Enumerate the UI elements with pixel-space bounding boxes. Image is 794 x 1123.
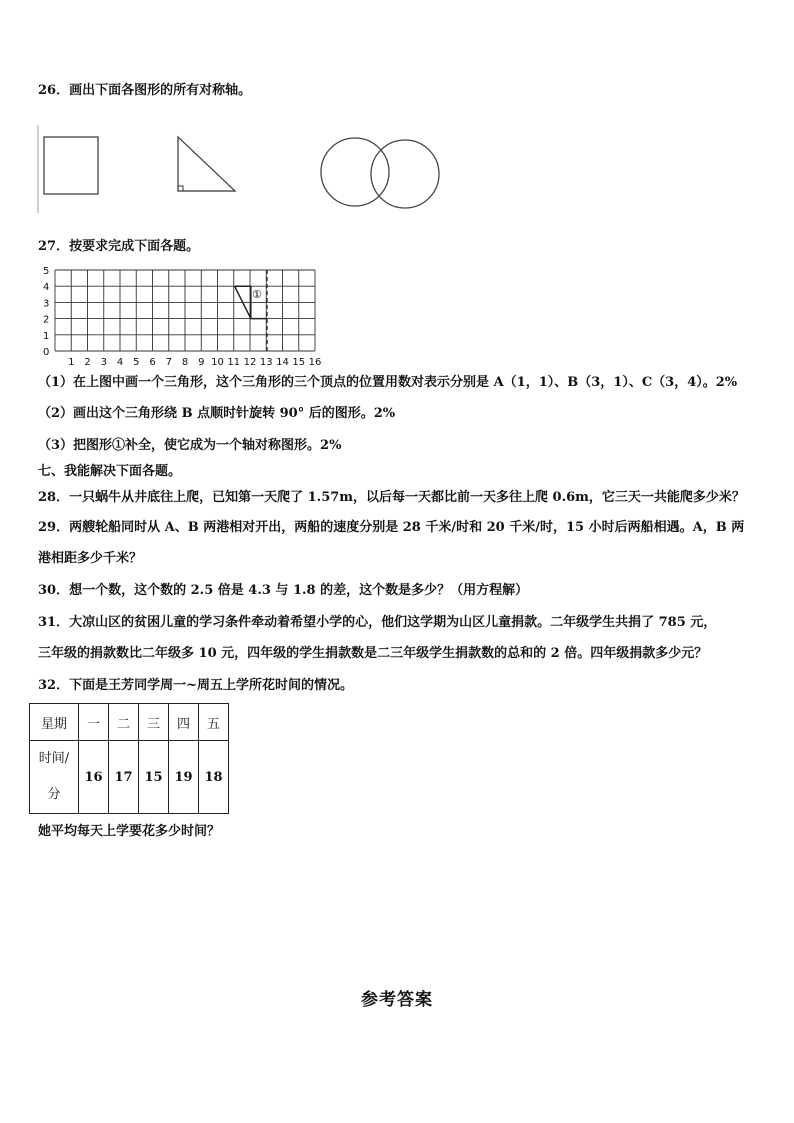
q27-item-1: （1）在上图中画一个三角形，这个三角形的三个顶点的位置用数对表示分别是 A（1，1）、B（3，1）、C（3，4）。2% (38, 375, 738, 390)
table-minutes-cell: 19 (169, 741, 199, 814)
x-axis-tick-label: 4 (116, 357, 124, 368)
y-axis-labels (43, 266, 49, 358)
x-axis-tick-label: 7 (165, 357, 172, 368)
shape-1-label: ① (252, 288, 262, 301)
coordinate-grid (0, 260, 794, 380)
x-axis-tick-label: 15 (292, 357, 306, 368)
q32-question: 她平均每天上学要花多少时间？ (38, 824, 221, 839)
q31-line-2: 三年级的捐款数比二年级多 10 元，四年级的学生捐款数是二三年级学生捐款数的总和的 2 倍。四年级捐款多少元？ (38, 646, 708, 661)
table-day-cell: 四 (169, 704, 199, 741)
table-row-label (30, 741, 79, 814)
x-axis-tick-label: 8 (181, 357, 189, 368)
x-axis-tick-label: 1 (68, 357, 75, 368)
q28-text: 28．一只蜗牛从井底往上爬，已知第一天爬了 1.57m，以后每一天都比前一天多往上爬 0.6m，它三天一共能爬多少米？ (38, 490, 745, 505)
x-axis-tick-label: 16 (308, 357, 322, 368)
table-minutes-cell: 17 (109, 741, 139, 814)
row-label-line-2: 分 (47, 787, 61, 802)
table-day-cell: 三 (139, 704, 169, 741)
y-axis-tick-label: 4 (43, 282, 50, 294)
q32-text: 32．下面是王芳同学周一~周五上学所花时间的情况。 (38, 678, 353, 693)
table-minutes-cell: 16 (79, 741, 109, 814)
table-day-cell: 二 (109, 704, 139, 741)
x-axis-tick-label: 5 (133, 357, 140, 368)
x-axis-tick-label: 13 (259, 357, 273, 368)
section-7-title: 七、我能解决下面各题。 (38, 464, 182, 479)
table-minutes-cell: 18 (199, 741, 229, 814)
x-axis-tick-label: 12 (243, 357, 257, 368)
table-row (30, 741, 229, 814)
circle-right-shape (371, 140, 439, 208)
q26-figures (0, 0, 794, 230)
right-triangle-shape (178, 137, 235, 191)
q27-text: 27．按要求完成下面各题。 (38, 239, 200, 254)
grid-lines (55, 270, 315, 351)
x-axis-tick-label: 9 (198, 357, 205, 368)
square-shape (44, 137, 98, 194)
q26-text: 26．画出下面各图形的所有对称轴。 (38, 83, 252, 98)
table-row (30, 704, 229, 741)
q27-item-3: （3）把图形①补全，使它成为一个轴对称图形。2% (38, 438, 342, 453)
table-minutes-cell: 15 (139, 741, 169, 814)
x-axis-tick-label: 3 (100, 357, 107, 368)
q27-item-2: （2）画出这个三角形绕 B 点顺时针旋转 90° 后的图形。2% (38, 406, 396, 421)
commute-time-table (29, 703, 229, 814)
q29-line-1: 29．两艘轮船同时从 A、B 两港相对开出，两船的速度分别是 28 千米/时和 20 千米/时，15 小时后两船相遇。A，B 两 (38, 520, 745, 535)
x-axis-tick-label: 14 (276, 357, 289, 368)
y-axis-tick-label: 3 (43, 298, 50, 310)
x-axis-tick-label: 2 (84, 357, 91, 368)
q31-line-1: 31．大凉山区的贫困儿童的学习条件牵动着希望小学的心，他们这学期为山区儿童捐款。二年级学生共捐了 785 元， (38, 615, 717, 630)
y-axis-tick-label: 0 (43, 347, 50, 358)
table-day-cell: 一 (79, 704, 109, 741)
q29-line-2: 港相距多少千米？ (38, 551, 143, 566)
table-header-label: 星期 (30, 704, 79, 741)
row-label-line-1: 时间/ (38, 751, 70, 766)
y-axis-tick-label: 1 (43, 330, 50, 342)
answer-section-title: 参考答案 (361, 990, 433, 1010)
x-axis-labels (68, 357, 321, 368)
table-day-cell: 五 (199, 704, 229, 741)
q30-text: 30．想一个数，这个数的 2.5 倍是 4.3 与 1.8 的差，这个数是多少？（用方程解） (38, 583, 529, 598)
x-axis-tick-label: 6 (149, 357, 156, 368)
y-axis-tick-label: 2 (43, 314, 50, 326)
y-axis-tick-label: 5 (43, 266, 50, 277)
right-angle-mark (178, 186, 183, 191)
x-axis-tick-label: 10 (211, 357, 224, 368)
x-axis-tick-label: 11 (227, 357, 241, 368)
